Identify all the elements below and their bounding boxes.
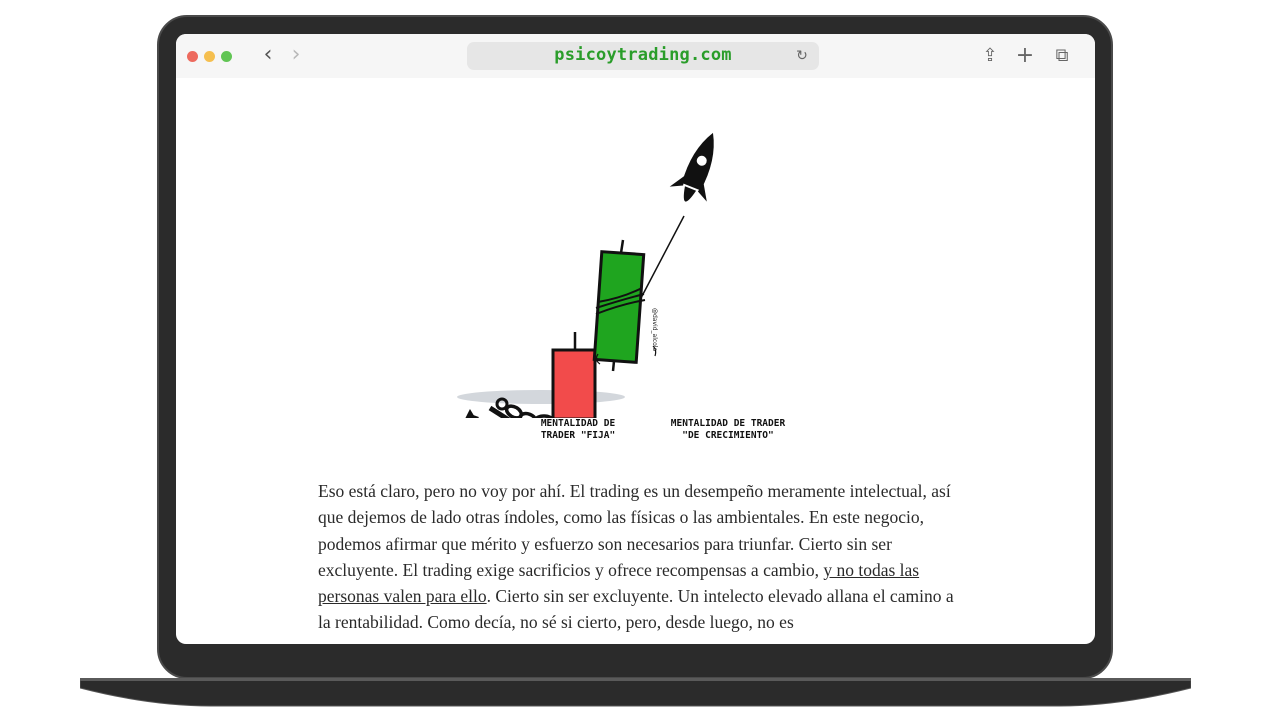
rocket-icon [667,125,732,209]
address-bar[interactable] [467,42,819,70]
illustrator-signature: @david_alcolo [651,308,658,352]
article-paragraph [318,478,958,636]
tabs-icon[interactable]: ⧉ [1055,45,1069,66]
new-tab-icon[interactable]: + [1015,43,1035,68]
zoom-window-button[interactable] [221,51,232,62]
laptop-base [80,678,1191,708]
forward-icon[interactable]: › [291,42,301,67]
chain [505,404,553,418]
article-text-start: Eso está claro, pero no voy por ahí. El trading es un desempeño meramente intelectual, así que dejemos de lado otras índoles, como las físicas o las ambientales. En este negocio, podemos afirmar que mérito y esfuerzo son necesarios para triunfar. Cierto sin ser excluyente. El trading exige sacrificios y ofrece recompensas a cambio, [318,481,951,580]
close-window-button[interactable] [187,51,198,62]
browser-screen [176,34,1095,644]
fixed-shadow [457,390,625,404]
url-text[interactable]: psicoytrading.com [554,45,732,65]
back-icon[interactable]: ‹ [263,42,273,67]
browser-toolbar [176,34,1095,78]
article-link[interactable]: y no todas las personas valen para ello [318,559,920,607]
reload-icon[interactable]: ↻ [796,48,808,64]
minimize-window-button[interactable] [204,51,215,62]
green-candle [594,240,655,371]
share-icon[interactable]: ⇪ [982,45,998,66]
fixed-mindset-caption: MENTALIDAD DE TRADER "FIJA" [540,418,616,441]
red-candle [553,332,595,418]
article-text-end: . Cierto sin ser excluyente. Un intelecto elevado allana el camino a la rentabilidad. Como decía, no sé si cierto, pero, desde luego, no es [318,586,954,633]
trader-mindset-illustration [446,88,826,418]
growth-mindset-caption: MENTALIDAD DE TRADER "DE CRECIMIENTO" [670,418,786,441]
